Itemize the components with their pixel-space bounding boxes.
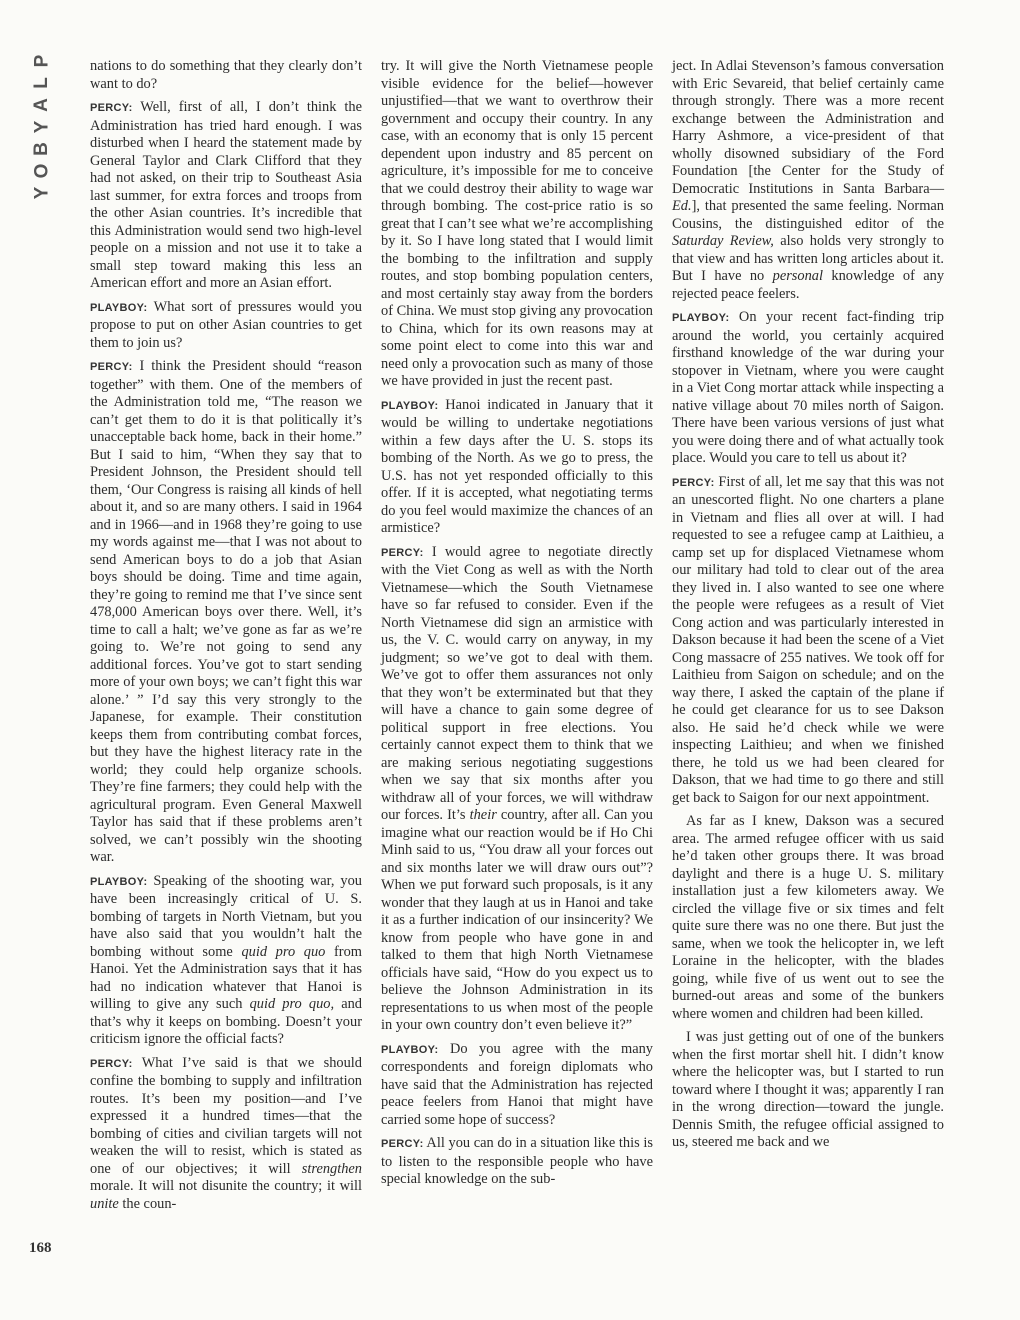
body-text: and that’s why it keeps on bombing. Doesn’t your criticism ignore the official facts? bbox=[90, 996, 362, 1047]
body-text: knowledge of any rejected peace feelers. bbox=[672, 268, 945, 302]
body-text: I think the President should “reason together” with them. One of the members of the Administration told me, “The reason we can’t get them to do it is that politically it’s unacceptable back home, back in their home.” But I said to him, “When they say that to President Johnson, the President should tell them, ‘Our Congress is raising all kinds of hell about it, and so are many others. I said in 1964 and in 1966—and in 1968 they’re going to use my words against me—that I was not about to send American boys to do a job that Asian boys should be doing. Time and time again, they’re going to remind me that I’ve since sent 478,000 American boys over there. Well, it’s time to call a halt; we’ve gone as far as we’re going to. We’re not going to send any additional forces. You’ve got to start sending more of your own boys; we can’t fight this war alone.’ ” I’d say this very strongly to the Japanese, for example. Their constitution keeps them from contributing combat forces, but they have the highest literacy rate in the world; they could help organize schools. They’re fine farmers; they could help with the agricultural program. Even General Maxwell Taylor has said that if these problems aren’t solved, we can’t possibly win the shooting war. bbox=[90, 358, 362, 865]
italic-text: personal bbox=[772, 268, 823, 284]
body-text: I would agree to negotiate directly with the Viet Cong as well as with the North Vietnamese—which the South Vietnamese have so far refused to consider. Even if the North Vietnamese did sign an armistice with us, the V. C. would carry on anyway, in my judgment; so we’ve got to deal with them. We’ve got to offer them assurances not only that they won’t be exterminated but that they will have a chance to gain some degree of political support in free elections. You certainly cannot expect them to think that we are making serious negotiating suggestions when we say that six months after you withdraw all of your forces, we will withdraw our forces. It’s bbox=[381, 543, 653, 823]
italic-text: Ed. bbox=[672, 198, 692, 214]
paragraph bbox=[90, 299, 362, 353]
masthead-letter: L bbox=[30, 77, 52, 89]
body-text: Well, first of all, I don’t think the Administration has tried hard enough. I was disturbed when I heard the statement made by General Taylor and Clark Clifford that they had not asked, on their trip to Southeast Asia last summer, for extra forces and troops from the other Asian countries. It’s incredible that this Administration would send two high-level people on a mission and not use it to take a small step toward making this less an American effort and more an Asian effort. bbox=[90, 99, 362, 291]
italic-text: Saturday Review, bbox=[672, 233, 774, 249]
paragraph bbox=[672, 813, 944, 1023]
paragraph bbox=[90, 873, 362, 1049]
paragraph bbox=[672, 474, 944, 808]
body-text: Speaking of the shooting war, you have been increasingly critical of U. S. bombing of targets in North Vietnam, but you have also said that you wouldn’t halt the bombing without some bbox=[90, 872, 362, 960]
body-text: ], that presented the same feeling. Norman Cousins, the distinguished editor of the bbox=[672, 198, 944, 232]
masthead-letter: Y bbox=[31, 120, 52, 134]
body-text: morale. It will not disunite the country; it will bbox=[90, 1178, 362, 1194]
body-text: Hanoi indicated in January that it would be willing to undertake negotiations within a few days after the U. S. stops its bombing of the North. As we go to press, the U.S. has not yet responded officially to this offer. If it is accepted, what negotiating terms do you feel would maximize the chances of an armistice? bbox=[381, 396, 653, 536]
paragraph bbox=[672, 309, 944, 468]
paragraph bbox=[381, 1135, 653, 1189]
body-text: also holds very strongly to that view and has written long articles about it. But I have no bbox=[672, 233, 944, 284]
italic-text: quid pro quo bbox=[241, 943, 326, 960]
masthead-letter: B bbox=[30, 142, 52, 156]
body-text: I was just getting out of one of the bunkers when the first mortar shell hit. I didn’t know where the helicopter was, but I started to run toward where I thought it was; apparently I ran in the wrong direction—toward the jungle. Dennis Smith, the refugee official assigned to us, steered me back and we bbox=[672, 1029, 944, 1150]
body-text: All you can do in a situation like this is to listen to the responsible people who have special knowledge on the sub- bbox=[381, 1135, 653, 1187]
text-column-3 bbox=[672, 58, 944, 1158]
body-text: country, after all. Can you imagine what our reaction would be if Ho Chi Minh said to us, “You draw all your forces out and six months later we will draw ours out”? When we put forward such proposals, is it any wonder that they laugh at us in Hanoi and take it as a further indication of our insincerity? We know from people who have gone in and talked to them that high North Vietnamese officials have said, “How do you expect us to believe the Johnson Administration in its representations to us when most of the people in your own country don’t even believe it?” bbox=[381, 807, 653, 1033]
paragraph bbox=[381, 397, 653, 538]
playboy-masthead bbox=[22, 50, 62, 204]
italic-text: strengthen bbox=[301, 1160, 362, 1177]
body-text: As far as I knew, Dakson was a secured area. The armed refugee officer with us said he’d taken other groups there. It was broad daylight and there is a huge U. S. military installation just a few kilometers away. We circled the village five or six times and felt quite sure there was no one there. But just the same, when we took the helicopter in, we left Loraine in the helicopter, with the blades going, while five of us went out to see the burned-out areas and some of the bunkers where women and children had been killed. bbox=[672, 813, 944, 1022]
paragraph bbox=[90, 99, 362, 293]
body-text: the coun- bbox=[118, 1195, 177, 1212]
paragraph bbox=[672, 58, 944, 303]
body-text: On your recent fact-finding trip around the world, you certainly acquired firsthand knowledge of the war during your stopover in Vietnam, where you were caught in a Viet Cong mortar attack while inspecting a native village about 70 miles north of Saigon. There have been various versions of just what you were doing there and of what actually took place. Would you care to tell us about it? bbox=[672, 309, 944, 466]
masthead-letter: Y bbox=[31, 186, 52, 200]
paragraph bbox=[381, 544, 653, 1035]
speaker-label: PLAYBOY: bbox=[381, 399, 439, 412]
paragraph bbox=[381, 1041, 653, 1130]
speaker-label: PERCY: bbox=[381, 1138, 424, 1150]
speaker-label: PERCY: bbox=[90, 361, 133, 373]
italic-text: unite bbox=[90, 1195, 119, 1212]
page-number: 168 bbox=[29, 1240, 52, 1256]
body-text: from Hanoi. Yet the Administration says that it has had no indication whatever that Hanoi is willing to give any such bbox=[90, 943, 362, 1012]
body-text: ject. In Adlai Stevenson’s famous conversation with Eric Sevareid, that belief certainly came through strongly. There was a more recent exchange between the Administration and Harry Ashmore, a vice-president of that wholly disowned subsidiary of the Ford Foundation [the Center for the Study of Democratic Institutions in Santa Barbara— bbox=[672, 58, 944, 197]
body-text: try. It will give the North Vietnamese people visible evidence for the belief—however unjustified—that we want to overthrow their government and occupy their country. In any case, with an economy that is only 15 percent dependent upon industry and 85 percent on agriculture, it’s impossible for me to conceive that we could destroy their ability to wage war through bombing. The cost-price ratio is so great that I can’t see what we’re accomplishing by it. So I have long stated that I would limit the bombing to the infiltration and supply routes, and stop bombing population centers, and most certainly stay away from the borders of China. We must stop giving any provocation to China, which for its own reasons may at some point elect to come into this war and need only a provocation such as many of those we have provided in just the recent past. bbox=[381, 58, 653, 389]
body-text: What sort of pressures would you propose to put on other Asian countries to get them to join us? bbox=[90, 298, 362, 351]
body-text: nations to do something that they clearly don’t want to do? bbox=[90, 58, 362, 92]
masthead-letter: O bbox=[31, 163, 52, 179]
speaker-label: PLAYBOY: bbox=[90, 301, 148, 314]
speaker-label: PERCY: bbox=[381, 546, 424, 559]
speaker-label: PERCY: bbox=[90, 102, 133, 114]
speaker-label: PERCY: bbox=[90, 1057, 133, 1070]
speaker-label: PLAYBOY: bbox=[672, 312, 730, 324]
text-column-2 bbox=[381, 58, 653, 1195]
body-text: Do you agree with the many correspondents and foreign diplomats who have said that the Administration has rejected peace feelers from Hanoi that might have carried some hope of success? bbox=[381, 1040, 653, 1128]
speaker-label: PLAYBOY: bbox=[381, 1043, 439, 1056]
body-text: First of all, let me say that this was not an unescorted flight. No one charters a plane in Vietnam and flies all over at will. I had requested to see a refugee camp at Laithieu, a camp set up for displaced Vietnamese whom our military had told to clear out of the area they lived in. I also wanted to see one where the people were refugees as a result of Viet Cong action and was particularly interested in Dakson because it had been the scene of a Viet Cong massacre of 255 natives. We took off for Laithieu from Saigon on schedule; and on the way there, I asked the captain of the plane if he could get clearance for us to see Dakson also. He said he’d check while we were inspecting Laithieu; and when we finished there, he told us we had been cleared for Dakson, that we had time to go there and still get back to Saigon for our next appointment. bbox=[672, 473, 944, 806]
masthead-letter: P bbox=[31, 54, 52, 68]
italic-text: their bbox=[469, 807, 497, 823]
paragraph bbox=[381, 58, 653, 391]
paragraph bbox=[90, 358, 362, 867]
text-column-1 bbox=[90, 58, 362, 1219]
italic-text: quid pro quo, bbox=[249, 996, 335, 1012]
paragraph bbox=[90, 58, 362, 93]
speaker-label: PERCY: bbox=[672, 476, 715, 489]
paragraph bbox=[90, 1055, 362, 1214]
body-text: What I’ve said is that we should confine the bombing to supply and infiltration routes. It’s been my position—and I’ve expressed it a hundred times—that the bombing of cities and civilian targets will not weaken the will to resist, which is stated as one of our objectives; it will bbox=[90, 1054, 362, 1177]
speaker-label: PLAYBOY: bbox=[90, 875, 148, 888]
paragraph bbox=[672, 1029, 944, 1152]
masthead-letter: A bbox=[30, 98, 52, 112]
